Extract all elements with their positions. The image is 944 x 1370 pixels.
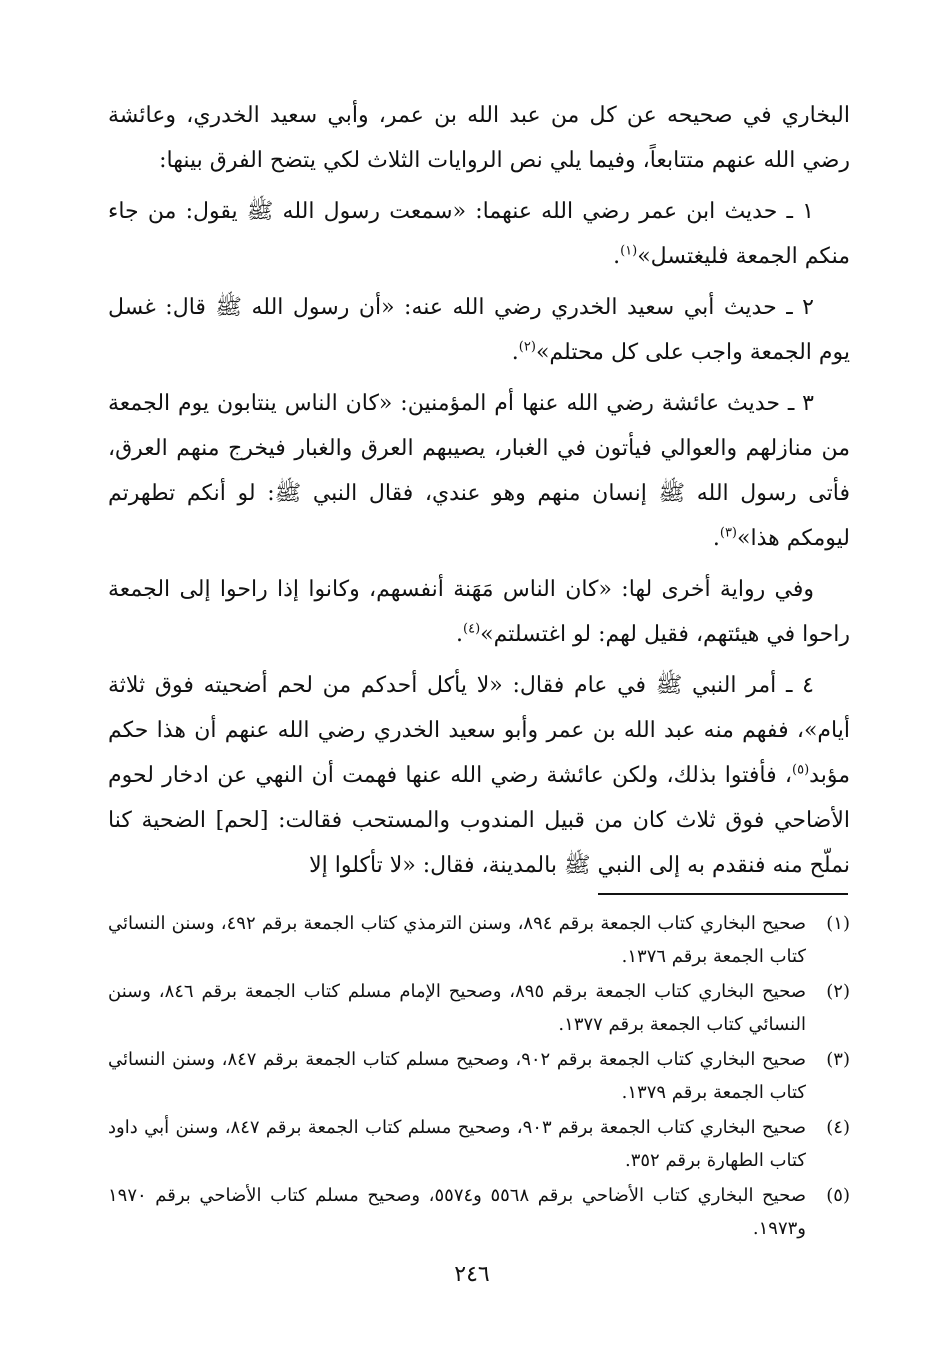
footnote-item [108, 1111, 850, 1177]
sacrifice-text-b: ، فأفتوا بذلك، ولكن عائشة رضي الله عنها فهمت أن النهي عن ادخار لحوم الأضاحي فوق ثلاث كان من قبيل المندوب والمستحب فقالت: [لحم] الضحية كنا نملّح منه فنقدم به إلى النبي ﷺ بالمدينة، فقال: «لا تأكلوا إلا [108, 763, 850, 878]
intro-text: البخاري في صحيحه عن كل من عبد الله بن عمر، وأبي سعيد الخدري، وعائشة رضي الله عنهم متتابعاً، وفيما يلي نص الروايات الثلاث لكي يتضح الفرق بينها: [108, 103, 850, 173]
footnote-text: صحيح البخاري كتاب الجمعة برقم ٨٩٤، وسنن الترمذي كتاب الجمعة برقم ٤٩٢، وسنن النسائي كتاب الجمعة برقم ١٣٧٦. [108, 913, 806, 967]
footnote-number: (٥) [826, 1185, 850, 1206]
other-narration-paragraph: وفي رواية أخرى لها: «كان الناس مَهَنة أنفسهم، وكانوا إذا راحوا إلى الجمعة راحوا في هيئتهم، فقيل لهم: لو اغتسلتم»$^{(٤)}$. [108, 577, 850, 647]
footnote-text: صحيح البخاري كتاب الجمعة برقم ٩٠٣، وصحيح مسلم كتاب الجمعة برقم ٨٤٧، وسنن أبي داود كتاب الطهارة برقم ٣٥٢. [108, 1117, 806, 1171]
footnote-separator [598, 893, 848, 895]
footnote-number: (٣) [826, 1049, 850, 1070]
hadith-abu-saeed-text: ٢ ـ حديث أبي سعيد الخدري رضي الله عنه: «أن رسول الله ﷺ قال: غسل يوم الجمعة واجب على كل محتلم» [108, 295, 850, 365]
footnote-ref-2: (٢) [518, 339, 536, 355]
footnote-item [108, 1043, 850, 1109]
footnote-item [108, 1179, 850, 1245]
footnote-ref-5: (٥) [792, 762, 810, 778]
footnote-text: صحيح البخاري كتاب الأضاحي برقم ٥٥٦٨ و٥٥٧٤، وصحيح مسلم كتاب الأضاحي برقم ١٩٧٠ و١٩٧٣. [108, 1185, 806, 1239]
hadith-ibn-umar-paragraph: ١ ـ حديث ابن عمر رضي الله عنهما: «سمعت رسول الله ﷺ يقول: من جاء منكم الجمعة فليغتسل»$^{(١)}$. [108, 199, 850, 269]
sacrifice-paragraph [108, 663, 850, 888]
footnotes [108, 907, 850, 1247]
hadith-ibn-umar-text: ١ ـ حديث ابن عمر رضي الله عنهما: «سمعت رسول الله ﷺ يقول: من جاء منكم الجمعة فليغتسل» [108, 199, 850, 269]
footnote-ref-3: (٣) [719, 525, 737, 541]
footnote-number: (١) [826, 913, 850, 934]
footnote-number: (٤) [826, 1117, 850, 1138]
main-text [108, 93, 850, 888]
footnote-text: صحيح البخاري كتاب الجمعة برقم ٩٠٢، وصحيح مسلم كتاب الجمعة برقم ٨٤٧، وسنن النسائي كتاب الجمعة برقم ١٣٧٩. [108, 1049, 806, 1103]
page-number: ٢٤٦ [454, 1262, 490, 1287]
hadith-abu-saeed-paragraph: ٢ ـ حديث أبي سعيد الخدري رضي الله عنه: «أن رسول الله ﷺ قال: غسل يوم الجمعة واجب على كل محتلم»$^{(٢)}$. [108, 295, 850, 365]
footnote-ref-4: (٤) [463, 621, 481, 637]
sacrifice-text-a: ٤ ـ أمر النبي ﷺ في عام فقال: «لا يأكل أحدكم من لحم أضحيته فوق ثلاثة أيام»، ففهم منه عبد الله بن عمر وأبو سعيد الخدري رضي الله عنهم أن هذا حكم مؤبد [108, 673, 850, 788]
hadith-aisha-paragraph: ٣ ـ حديث عائشة رضي الله عنها أم المؤمنين: «كان الناس ينتابون يوم الجمعة من منازلهم والعوالي فيأتون في الغبار، يصيبهم العرق والغبار فيخرج منهم العرق، فأتى رسول الله ﷺ إنسان منهم وهو عندي، فقال النبي ﷺ: لو أنكم تطهرتم ليومكم هذا»$^{(٣)}$. [108, 391, 850, 551]
footnote-item [108, 975, 850, 1041]
other-narration-text: وفي رواية أخرى لها: «كان الناس مَهَنة أنفسهم، وكانوا إذا راحوا إلى الجمعة راحوا في هيئتهم، فقيل لهم: لو اغتسلتم» [108, 577, 850, 647]
hadith-aisha-text: ٣ ـ حديث عائشة رضي الله عنها أم المؤمنين: «كان الناس ينتابون يوم الجمعة من منازلهم والعوالي فيأتون في الغبار، يصيبهم العرق والغبار فيخرج منهم العرق، فأتى رسول الله ﷺ إنسان منهم وهو عندي، فقال النبي ﷺ: لو أنكم تطهرتم ليومكم هذا» [108, 391, 850, 551]
footnote-text: صحيح البخاري كتاب الجمعة برقم ٨٩٥، وصحيح الإمام مسلم كتاب الجمعة برقم ٨٤٦، وسنن النسائي كتاب الجمعة برقم ١٣٧٧. [108, 981, 807, 1035]
footnote-number: (٢) [826, 981, 850, 1002]
footnote-item [108, 907, 850, 973]
intro-paragraph [108, 93, 850, 183]
footnote-ref-1: (١) [620, 243, 638, 259]
